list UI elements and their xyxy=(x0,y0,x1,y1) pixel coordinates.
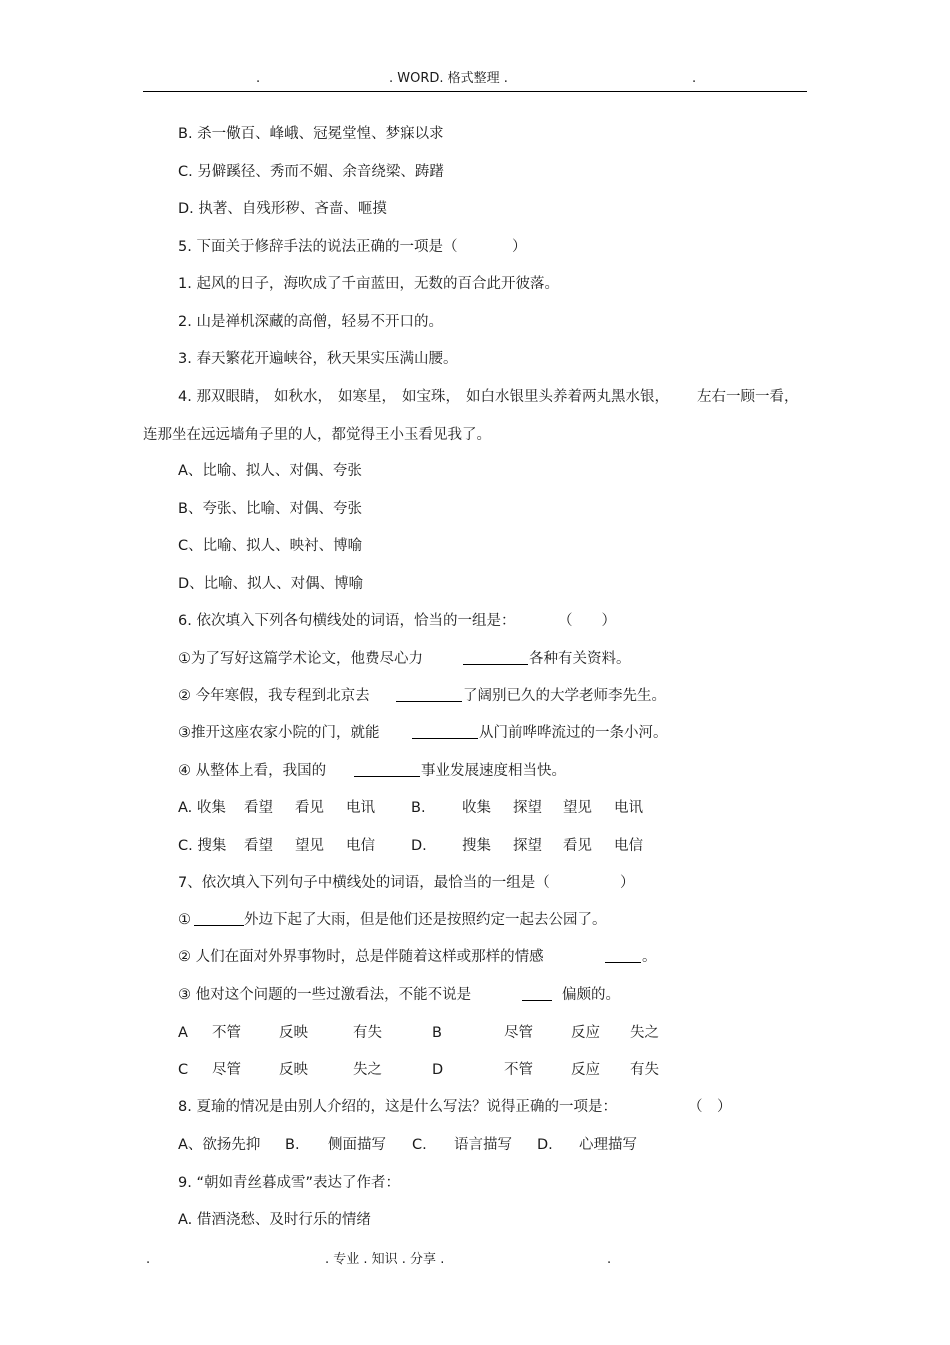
q5-option-c: C、比喻、拟人、映衬、博喻 xyxy=(178,538,363,554)
q5-s4-part: 如秋水， xyxy=(274,389,332,405)
option-cell: 看望 xyxy=(244,838,273,854)
q5-sentence-3: 3. 春天繁花开遍峡谷，秋天果实压满山腰。 xyxy=(178,351,458,367)
fill-blank xyxy=(522,985,552,1001)
fill-blank xyxy=(463,649,528,665)
option-cell: B xyxy=(432,1025,442,1041)
option-cell: D xyxy=(432,1062,444,1078)
footer-left-dot: . xyxy=(146,1252,151,1267)
option-cell: 反映 xyxy=(279,1025,308,1041)
option-cell: B. xyxy=(411,800,426,816)
option-cell: A. 收集 xyxy=(178,800,226,816)
q5-s4-part: 如白水银里头养着两丸黑水银， xyxy=(466,389,669,405)
q6-s1-post: 各种有关资料。 xyxy=(529,651,631,667)
header-right-dot: . xyxy=(692,71,697,86)
q6-s1-pre: ①为了写好这篇学术论文，他费尽心力 xyxy=(178,651,423,667)
q7-s3-post: 偏颇的。 xyxy=(562,987,620,1003)
q5-s4-part: 如宝珠， xyxy=(402,389,460,405)
fill-blank xyxy=(605,947,641,963)
option-cell: 电讯 xyxy=(346,800,375,816)
q7-s2-pre: ② 人们在面对外界事物时，总是伴随着这样或那样的情感 xyxy=(178,949,544,965)
option-cell: 失之 xyxy=(630,1025,659,1041)
option-cell: 不管 xyxy=(504,1062,533,1078)
option-cell: 尽管 xyxy=(504,1025,533,1041)
option-cell: D. xyxy=(411,838,427,854)
option-cell: A xyxy=(178,1025,188,1041)
option-cell: 看望 xyxy=(244,800,273,816)
q5-stem-paren: ） xyxy=(512,239,527,255)
q5-sentence-4-cont: 连那坐在远远墙角子里的人，都觉得王小玉看见我了。 xyxy=(143,427,491,443)
q5-option-d: D、比喻、拟人、对偶、博喻 xyxy=(178,576,364,592)
q5-s4-part: 4. 那双眼睛， xyxy=(178,389,269,405)
q6-stem-text: 6. 依次填入下列各句横线处的词语，恰当的一组是： xyxy=(178,613,516,629)
option-cell: 收集 xyxy=(462,800,491,816)
footer-right-dot: . xyxy=(607,1252,612,1267)
q8-stem-paren: （ ） xyxy=(688,1099,732,1115)
q9-option-a: A. 借酒浇愁、及时行乐的情绪 xyxy=(178,1212,371,1228)
header-left-dot: . xyxy=(256,71,261,86)
header-title: . WORD. 格式整理 . xyxy=(389,71,508,86)
fill-blank xyxy=(396,686,462,702)
option-cell: 望见 xyxy=(563,800,592,816)
footer-text: . 专业 . 知识 . 分享 . xyxy=(325,1252,445,1267)
q6-s3-pre: ③推开这座农家小院的门，就能 xyxy=(178,725,380,741)
q5-stem-text: 5. 下面关于修辞手法的说法正确的一项是（ xyxy=(178,239,458,255)
option-cell: 电讯 xyxy=(614,800,643,816)
option-cell: 语言描写 xyxy=(454,1137,512,1153)
option-cell: A、欲扬先抑 xyxy=(178,1137,261,1153)
option-cell: 探望 xyxy=(513,800,542,816)
fill-blank xyxy=(194,910,244,926)
q9-stem: 9. “朝如青丝暮成雪”表达了作者： xyxy=(178,1175,400,1191)
option-cell: 电信 xyxy=(614,838,643,854)
q8-stem-text: 8. 夏瑜的情况是由别人介绍的，这是什么写法？说得正确的一项是： xyxy=(178,1099,617,1115)
option-cell: 有失 xyxy=(353,1025,382,1041)
q5-s4-part: 左右一顾一看， xyxy=(697,389,799,405)
q7-stem-text: 7、依次填入下列句子中横线处的词语，最恰当的一组是（ xyxy=(178,875,550,891)
option-cell: 失之 xyxy=(353,1062,382,1078)
q6-s2-post: 了阔别已久的大学老师李先生。 xyxy=(463,688,666,704)
option-cell: 搜集 xyxy=(462,838,491,854)
q5-sentence-1: 1. 起风的日子，海吹成了千亩蓝田，无数的百合此开彼落。 xyxy=(178,276,559,292)
option-cell: 电信 xyxy=(346,838,375,854)
option-cell: 探望 xyxy=(513,838,542,854)
q5-option-a: A、比喻、拟人、对偶、夸张 xyxy=(178,463,362,479)
q5-sentence-2: 2. 山是禅机深藏的高僧，轻易不开口的。 xyxy=(178,314,443,330)
q5-option-b: B、夸张、比喻、对偶、夸张 xyxy=(178,501,362,517)
option-cell: 侧面描写 xyxy=(328,1137,386,1153)
q4-option-d: D. 执著、自残形秽、吝啬、咂摸 xyxy=(178,201,387,217)
q6-s2-pre: ② 今年寒假，我专程到北京去 xyxy=(178,688,370,704)
option-cell: 反应 xyxy=(571,1025,600,1041)
q7-s1-post: 外边下起了大雨，但是他们还是按照约定一起去公园了。 xyxy=(244,912,607,928)
option-cell: 望见 xyxy=(295,838,324,854)
option-cell: 看见 xyxy=(563,838,592,854)
option-cell: D. xyxy=(537,1137,553,1153)
fill-blank xyxy=(354,761,420,777)
option-cell: B. xyxy=(285,1137,300,1153)
option-cell: 心理描写 xyxy=(579,1137,637,1153)
option-cell: 反应 xyxy=(571,1062,600,1078)
q4-option-b: B. 杀一儆百、峰峨、冠冕堂惶、梦寐以求 xyxy=(178,126,444,142)
option-cell: 反映 xyxy=(279,1062,308,1078)
option-cell: 看见 xyxy=(295,800,324,816)
fill-blank xyxy=(412,723,478,739)
q7-s3-pre: ③ 他对这个问题的一些过激看法，不能不说是 xyxy=(178,987,472,1003)
option-cell: 不管 xyxy=(212,1025,241,1041)
option-cell: C. xyxy=(412,1137,427,1153)
header-rule xyxy=(143,91,807,92)
option-cell: 尽管 xyxy=(212,1062,241,1078)
q7-s1-num: ① xyxy=(178,912,191,928)
option-cell: 有失 xyxy=(630,1062,659,1078)
option-cell: C. 搜集 xyxy=(178,838,227,854)
q7-s2-post: 。 xyxy=(642,949,657,965)
q6-s4-post: 事业发展速度相当快。 xyxy=(421,763,566,779)
q5-s4-part: 如寒星， xyxy=(338,389,396,405)
option-cell: C xyxy=(178,1062,189,1078)
q6-s4-pre: ④ 从整体上看，我国的 xyxy=(178,763,327,779)
q4-option-c: C. 另僻蹊径、秀而不媚、余音绕梁、踌躇 xyxy=(178,164,444,180)
q6-stem-paren: （ ） xyxy=(558,613,616,629)
q7-stem-paren: ） xyxy=(620,875,635,891)
q6-s3-post: 从门前哗哗流过的一条小河。 xyxy=(479,725,668,741)
